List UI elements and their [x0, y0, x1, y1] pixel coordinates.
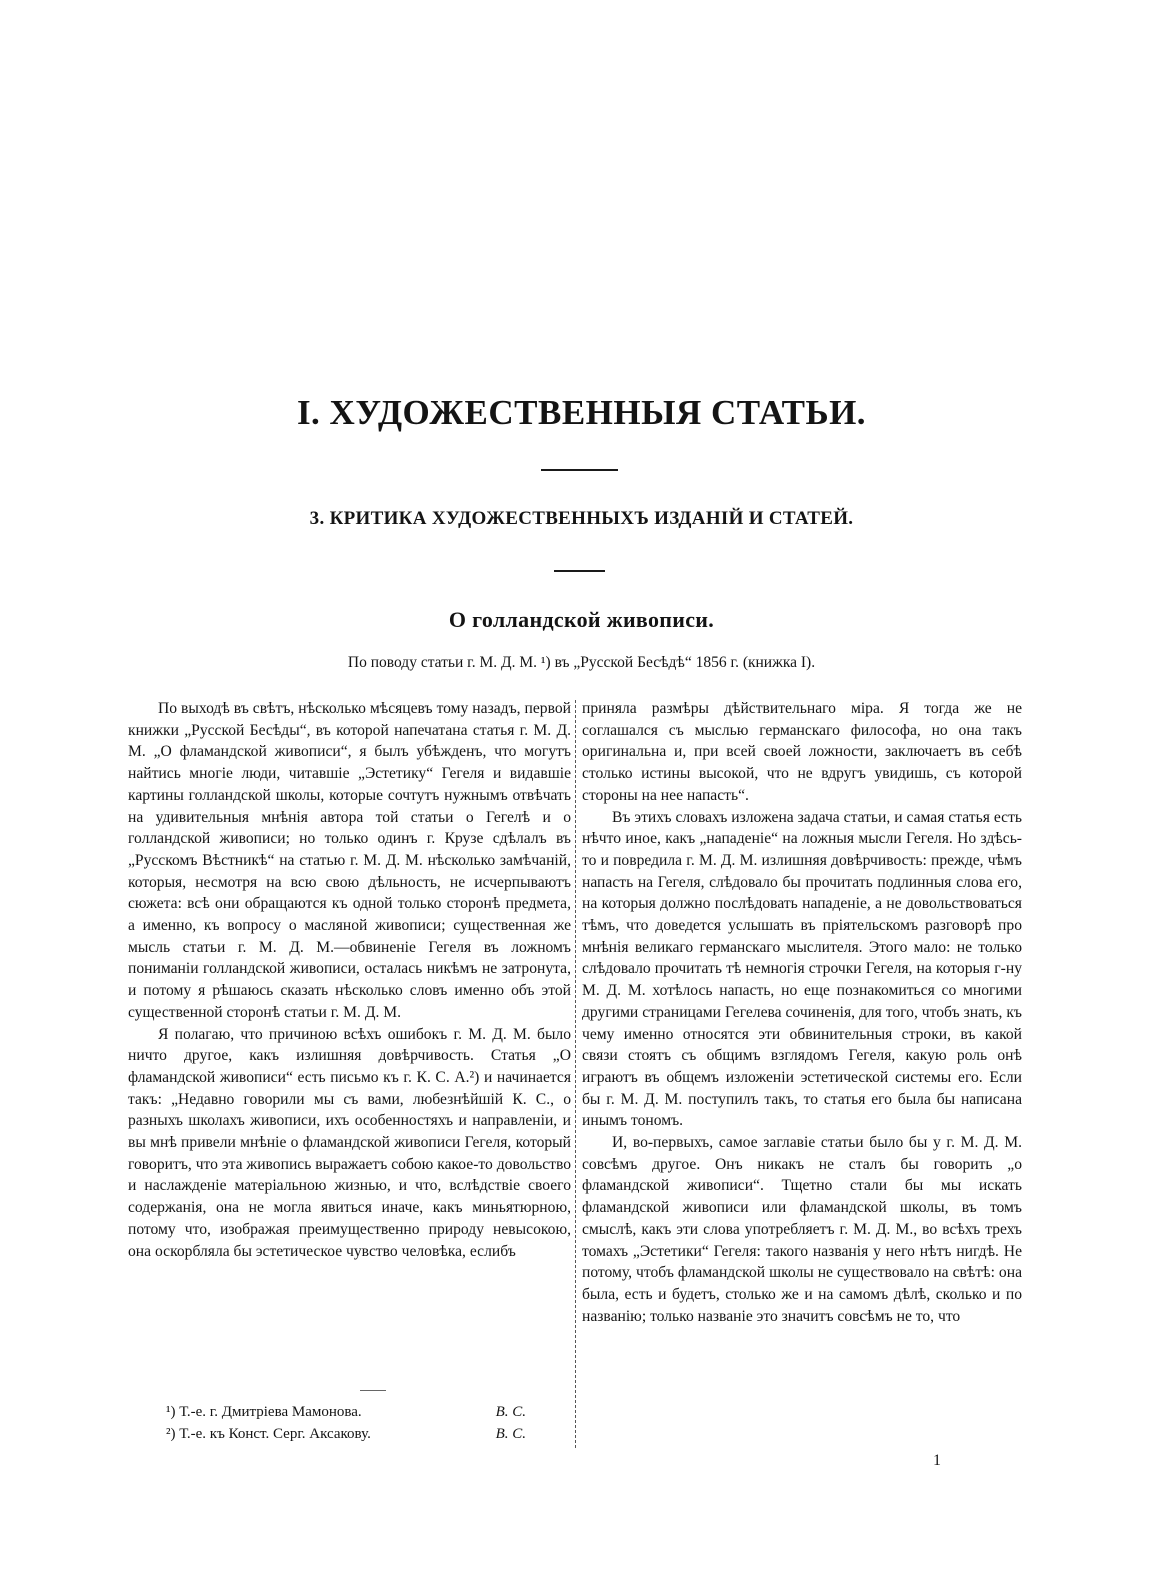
footnote-1: [166, 1401, 526, 1423]
footnote-2: [166, 1423, 526, 1445]
footnote-2-sign: В. С.: [495, 1426, 526, 1442]
left-paragraph-2: Я полагаю, что причиною всѣхъ ошибокъ г. М. Д. М. было ничто другое, какъ излишняя довѣрчивость. Статья „О фламандской живописи“ есть письмо къ г. К. С. А.²) и начинается такъ: „Недавно говорили мы съ вами, любезнѣйшій К. С., о разныхъ школахъ живописи, ихъ особенностяхъ и направленіи, и вы мнѣ привели мнѣніе о фламандской живописи Гегеля, который говоритъ, что эта живопись выражаетъ собою какое-то довольство и наслажденіе матеріальною жизнью, и что, вслѣдствіе своего содержанія, она не могла явиться иначе, какъ миньятюрною, потому что, изображая преимущественно природу невысокою, она оскорбляла бы эстетическое чувство человѣка, еслибъ: [128, 1025, 571, 1260]
footnote-2-text: ²) Т.-е. къ Конст. Серг. Аксакову.: [166, 1426, 371, 1442]
article-subtitle: По поводу статьи г. М. Д. М. ¹) въ „Русской Бесѣдѣ“ 1856 г. (книжка I).: [347, 654, 816, 671]
left-column: [128, 698, 571, 1262]
footnote-separator: [360, 1390, 386, 1391]
title-rule-top: [541, 469, 618, 471]
left-paragraph-1: По выходѣ въ свѣтъ, нѣсколько мѣсяцевъ тому назадъ, первой книжки „Русской Бесѣды“, въ которой напечатана статья г. М. Д. М. „О фламандской живописи“, я былъ убѣжденъ, что могутъ найтись многіе люди, читавшіе „Эстетику“ Гегеля и видавшіе картины голландской школы, которые сочтутъ нужнымъ отвѣчать на удивительныя мнѣнія автора той статьи о Гегелѣ и о голландской живописи; но только одинъ г. Крузе сдѣлалъ въ „Русскомъ Вѣстникѣ“ на статью г. М. Д. М. нѣсколько замѣчаній, которыя, несмотря на всю свою дѣльность, не исчерпываютъ сюжета: всѣ они обращаются къ одной только сторонѣ предмета, а именно, къ вопросу о масляной живописи; существенная же мысль статьи г. М. Д. М.—обвиненіе Гегеля въ ложномъ пониманіи голландской живописи, осталась никѣмъ не затронута, и потому я рѣшаюсь сказать нѣсколько словъ именно объ этой существенной сторонѣ статьи г. М. Д. М.: [128, 700, 571, 1021]
right-paragraph-1: приняла размѣры дѣйствительнаго міра. Я тогда же не соглашался съ мыслью германскаго философа, но она такъ оригинальна и, при всей своей ложности, заключаетъ въ себѣ столько истины высокой, что не вдругъ увидишь, съ которой стороны на нее напасть“.: [582, 700, 1022, 804]
footnotes: [166, 1401, 526, 1445]
section-title: 3. КРИТИКА ХУДОЖЕСТВЕННЫХЪ ИЗДАНІЙ И СТАТЕЙ.: [309, 508, 854, 529]
part-title: I. ХУДОЖЕСТВЕННЫЯ СТАТЬИ.: [296, 393, 867, 432]
title-rule-bottom: [554, 570, 605, 572]
footnote-1-sign: В. С.: [495, 1404, 526, 1420]
page-number: 1: [933, 1452, 941, 1469]
footnote-1-text: ¹) Т.-е. г. Дмитріева Мамонова.: [166, 1404, 362, 1420]
article-title: О голландской живописи.: [448, 607, 715, 632]
right-paragraph-2: Въ этихъ словахъ изложена задача статьи, и самая статья есть нѣчто иное, какъ „нападеніе“ на ложныя мысли Гегеля. Но здѣсь-то и повредила г. М. Д. М. излишняя довѣрчивость: прежде, чѣмъ напасть на Гегеля, слѣдовало бы прочитать подлинныя слова его, на которыя должно послѣдовать нападеніе, а не довольствоваться тѣмъ, что доведется услышать въ пріятельскомъ разговорѣ про мнѣнія великаго германскаго мыслителя. Этого мало: не только слѣдовало прочитать тѣ немногія строчки Гегеля, на которыя г-ну М. Д. М. хотѣлось напасть, но еще познакомиться со многими другими страницами Гегелева сочиненія, для того, чтобъ знать, къ чему именно относятся эти обвинительныя строки, въ какой связи стоятъ съ общимъ взглядомъ Гегеля, какую роль онѣ играютъ въ общемъ изложеніи эстетической системы его. Если бы г. М. Д. М. поступилъ такъ, то статья его была бы написана инымъ тономъ.: [582, 808, 1022, 1130]
right-paragraph-3: И, во-первыхъ, самое заглавіе статьи было бы у г. М. Д. М. совсѣмъ другое. Онъ никакъ не сталъ бы говорить „о фламандской живописи“. Тщетно стали бы мы искать фламандской живописи или фламандской школы, въ томъ смыслѣ, какъ эти слова употребляетъ г. М. Д. М., во всѣхъ трехъ томахъ „Эстетики“ Гегеля: такого названія у него нѣтъ нигдѣ. Не потому, чтобъ фламандской школы не существовало на свѣтѣ: она была, есть и будетъ, столько же и на самомъ дѣлѣ, сколько и по названію; только названіе это значитъ совсѣмъ не то, что: [582, 1134, 1022, 1325]
column-divider: [575, 700, 576, 1448]
right-column: [582, 698, 1022, 1327]
